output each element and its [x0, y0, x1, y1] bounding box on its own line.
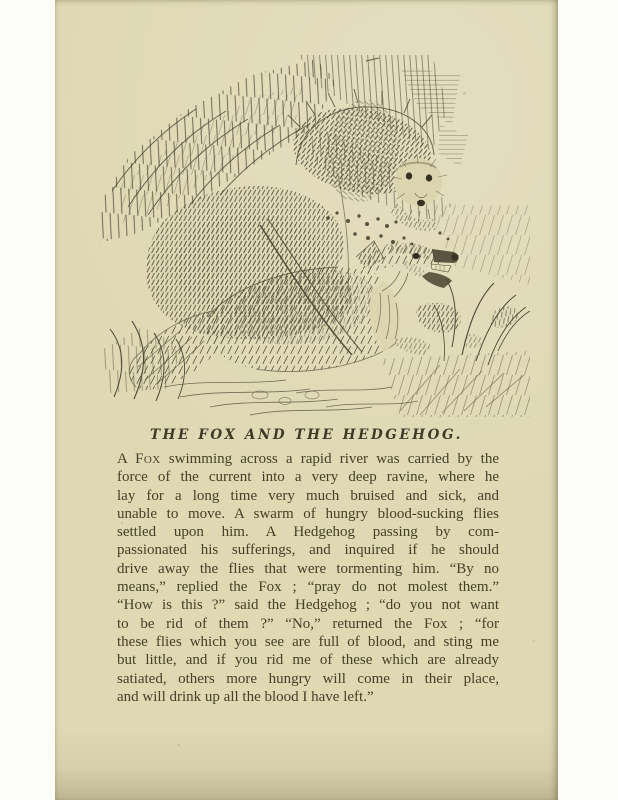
- paper-speck: [121, 522, 123, 524]
- story-line: these flies which you see are full of blood, and sting me: [117, 633, 499, 650]
- story-line: lay for a long time very much bruised and sick, and: [117, 487, 499, 504]
- story-line: satiated, others more hungry will come in their place,: [117, 670, 499, 687]
- fox-teeth: [431, 264, 451, 272]
- book-page: [55, 0, 558, 800]
- story-line: to be rid of them ?” “No,” returned the Fox ; “for: [117, 615, 499, 632]
- story-line: but little, and if you rid me of these which are already: [117, 652, 499, 669]
- story-title: THE FOX AND THE HEDGEHOG.: [150, 427, 463, 443]
- story-line: and will drink up all the blood I have left.”: [117, 688, 374, 705]
- fox-eye: [412, 253, 420, 259]
- fable-illustration: [100, 55, 530, 425]
- story-line: passionated his sufferings, and inquired if he should: [117, 542, 499, 559]
- story-text: [117, 450, 499, 706]
- paper-speck: [507, 388, 509, 391]
- story-line-fragment-smallcaps: Fox: [135, 451, 161, 467]
- story-line: unable to move. A swarm of hungry blood-sucking flies: [117, 505, 499, 522]
- story-line: force of the current into a very deep ravine, where he: [117, 469, 499, 486]
- hedgehog-nose: [417, 200, 425, 206]
- fox-lower-jaw: [422, 272, 452, 288]
- hedgehog-eye: [406, 172, 412, 179]
- story-line: settled upon him. A Hedgehog passing by com-: [117, 524, 499, 541]
- hedgehog-eye: [426, 174, 432, 181]
- story-line: “How is this ?” said the Hedgehog ; “do you not want: [117, 597, 499, 614]
- fox-foreleg: [416, 303, 461, 333]
- paper-speck: [533, 640, 535, 642]
- paper-speck: [177, 744, 180, 746]
- story-line-fragment: swimming across a rapid river was carried by the: [160, 451, 499, 467]
- story-line: means,” replied the Fox ; “pray do not molest them.”: [117, 579, 499, 596]
- ground-scribbles: [164, 380, 418, 415]
- story-line-fragment: A: [117, 451, 136, 467]
- story-line: [117, 450, 499, 468]
- story-line: drive away the flies that were tormenting him. “By no: [117, 560, 499, 577]
- paper-speck: [463, 92, 466, 95]
